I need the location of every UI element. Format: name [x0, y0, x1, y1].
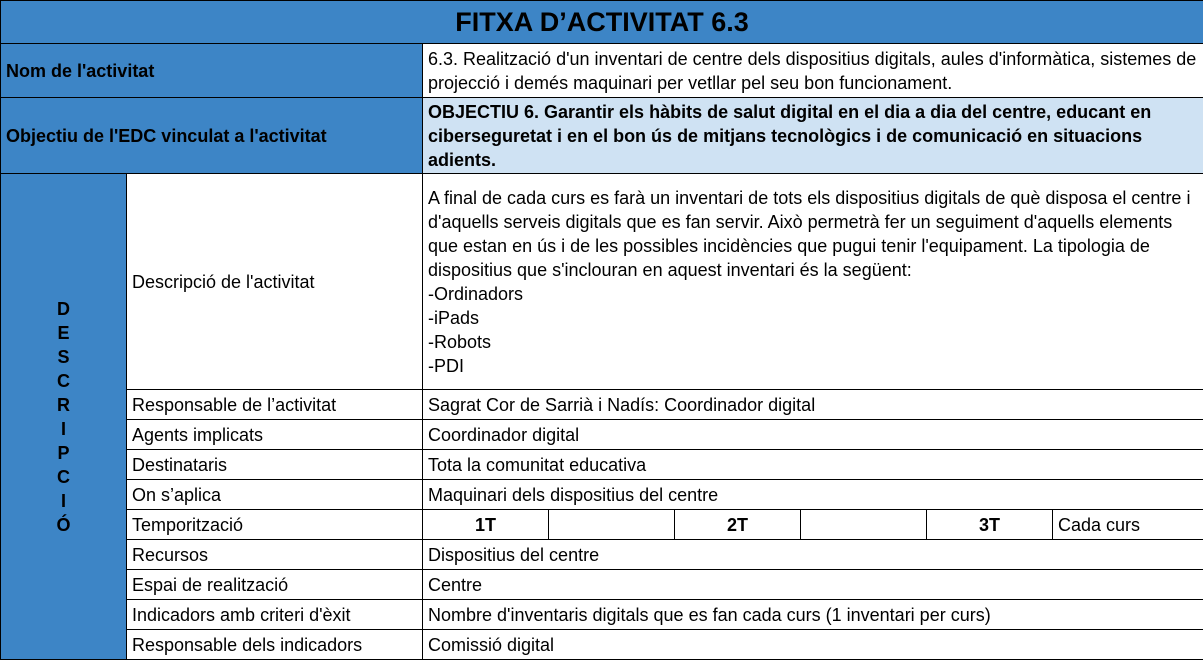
timing-term-2: 2T — [675, 510, 801, 540]
objective-value: OBJECTIU 6. Garantir els hàbits de salut digital en el dia a dia del centre, educant en ciberseguretat i en el bon ús de mitjans tecnològics i de comunicació en situacions adients. — [423, 98, 1203, 174]
timing-term-2-value — [801, 510, 927, 540]
objective-label: Objectiu de l'EDC vinculat a l'activitat — [1, 98, 423, 174]
applies-label: On s’aplica — [127, 480, 423, 510]
recipients-label: Destinataris — [127, 450, 423, 480]
timing-term-1-value — [549, 510, 675, 540]
timing-term-3: 3T — [927, 510, 1053, 540]
activity-name-label: Nom de l'activitat — [1, 44, 423, 98]
responsible-label: Responsable de l’activitat — [127, 390, 423, 420]
section-letter: R — [57, 394, 70, 415]
indicators-value: Nombre d'inventaris digitals que es fan cada curs (1 inventari per curs) — [423, 600, 1203, 630]
timing-term-3-value: Cada curs — [1053, 510, 1203, 540]
description-label: Descripció de l'activitat — [127, 174, 423, 390]
section-letter: C — [57, 466, 70, 487]
section-letter: P — [57, 442, 70, 463]
section-letter: D — [57, 298, 70, 319]
resources-label: Recursos — [127, 540, 423, 570]
timing-term-1: 1T — [423, 510, 549, 540]
indicators-label: Indicadors amb criteri d'èxit — [127, 600, 423, 630]
section-letter: I — [60, 418, 66, 439]
resources-value: Dispositius del centre — [423, 540, 1203, 570]
agents-label: Agents implicats — [127, 420, 423, 450]
section-letter: C — [57, 370, 70, 391]
recipients-value: Tota la comunitat educativa — [423, 450, 1203, 480]
section-letter: S — [57, 346, 70, 367]
section-label-descripcio — [1, 174, 127, 660]
indicators-responsible-label: Responsable dels indicadors — [127, 630, 423, 660]
section-letter: E — [57, 322, 70, 343]
activity-name-value: 6.3. Realització d'un inventari de centre dels dispositius digitals, aules d'informàtica, sistemes de projecció i demés maquinari per vetllar pel seu bon funcionament. — [423, 44, 1203, 98]
description-value: A final de cada curs es farà un inventari de tots els dispositius digitals de què disposa el centre i d'aquells serveis digitals que es fan servir. Això permetrà fer un seguiment d'aquells elements que estan en ús i de les possibles incidències que pugui tenir l'equipament. La tipologia de dispositius que s'inclouran en aquest inventari és la següent: -Ordinadors -iPads -Robots -PDI — [423, 174, 1203, 390]
location-label: Espai de realització — [127, 570, 423, 600]
sheet-title: FITXA D’ACTIVITAT 6.3 — [1, 1, 1203, 44]
location-value: Centre — [423, 570, 1203, 600]
responsible-value: Sagrat Cor de Sarrià i Nadís: Coordinador digital — [423, 390, 1203, 420]
applies-value: Maquinari dels dispositius del centre — [423, 480, 1203, 510]
section-letter: Ó — [56, 514, 71, 535]
section-letter: I — [60, 490, 66, 511]
agents-value: Coordinador digital — [423, 420, 1203, 450]
indicators-responsible-value: Comissió digital — [423, 630, 1203, 660]
timing-label: Temporització — [127, 510, 423, 540]
